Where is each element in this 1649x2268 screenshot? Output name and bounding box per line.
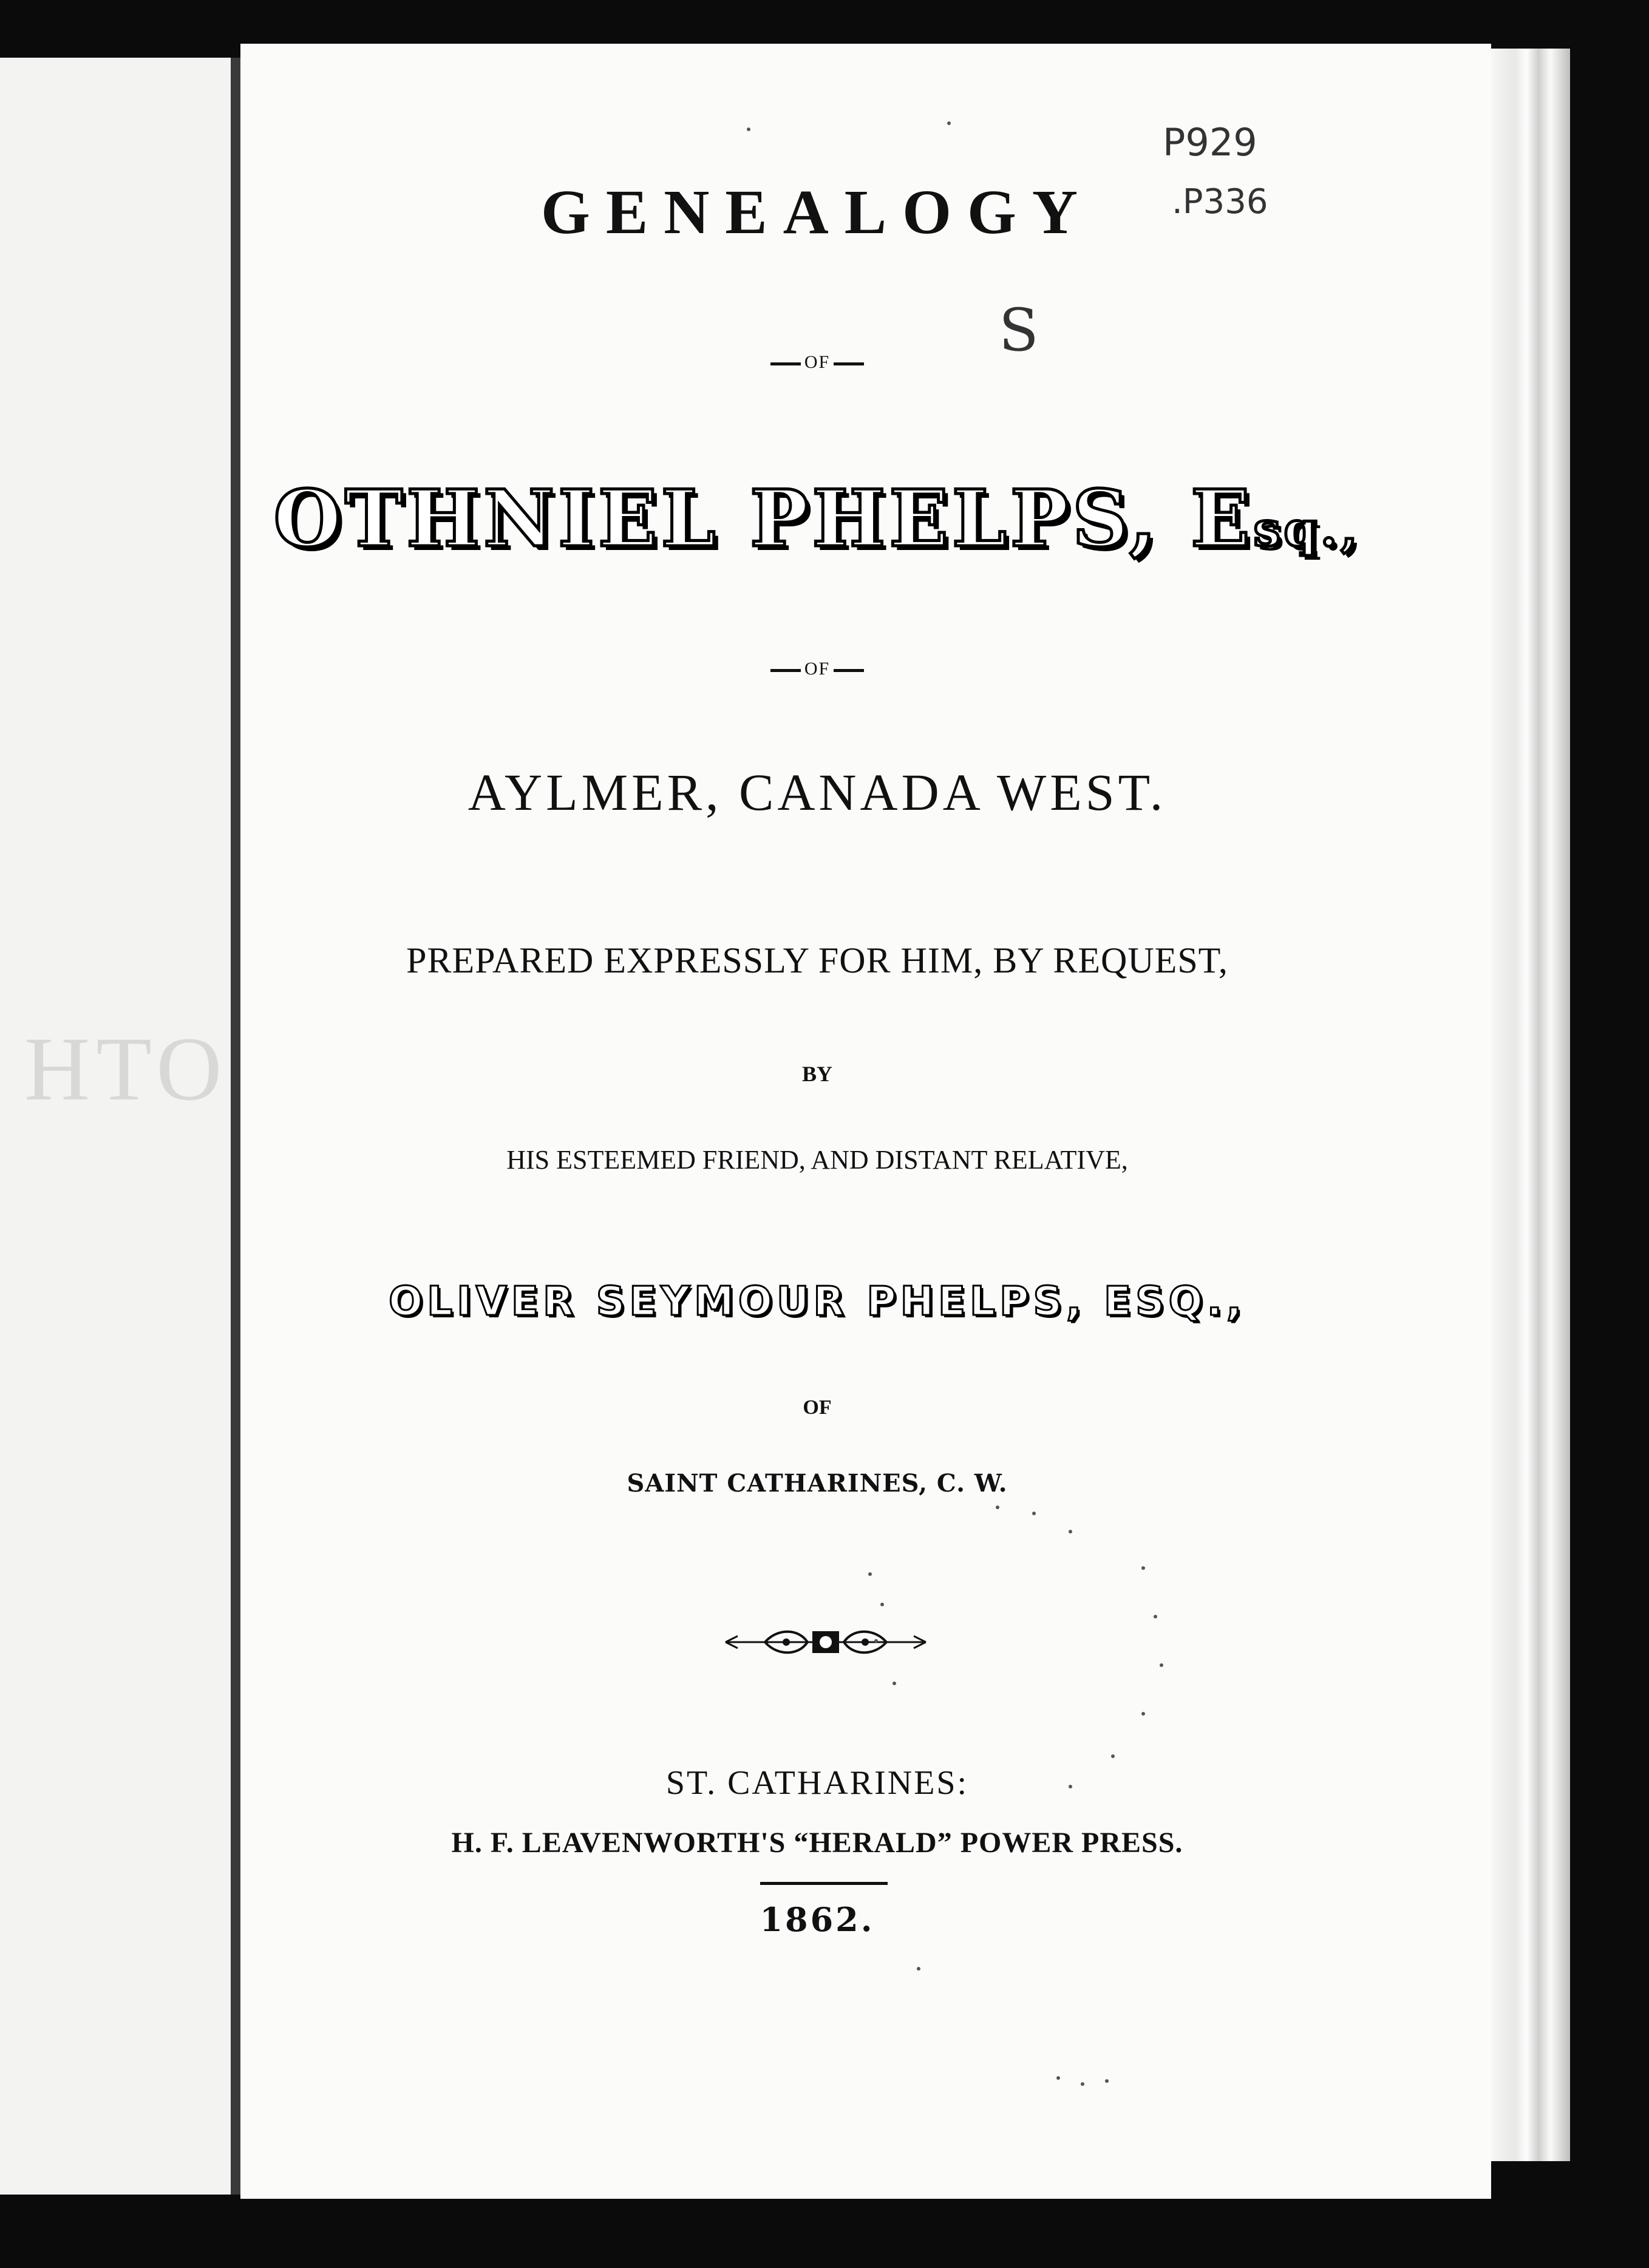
handwritten-call-number-1: P929 — [1163, 120, 1257, 165]
separator-of-1-text: OF — [804, 352, 831, 372]
imprint-city: ST. CATHARINES: — [665, 1764, 969, 1802]
of-line-3: OF — [803, 1396, 832, 1419]
subject-place: AYLMER, CANADA WEST. — [467, 763, 1167, 821]
bleed-through-text: HTO — [24, 1019, 228, 1119]
year-rule — [760, 1882, 888, 1885]
author-name: OLIVER SEYMOUR PHELPS, ESQ., — [389, 1278, 1246, 1325]
subject-name-main: OTHNIEL PHELPS, E — [273, 474, 1254, 565]
by-line: BY — [801, 1062, 832, 1086]
page-edge — [1491, 49, 1570, 2161]
author-place: SAINT CATHARINES, C. W. — [627, 1469, 1008, 1498]
imprint-year: 1862. — [760, 1900, 875, 1939]
handwritten-call-number-2: .P336 — [1172, 182, 1268, 222]
imprint-press: H. F. LEAVENWORTH'S “HERALD” POWER PRESS. — [451, 1827, 1183, 1859]
subject-name — [240, 474, 1394, 565]
prepared-line: PREPARED EXPRESSLY FOR HIM, BY REQUEST, — [406, 940, 1228, 980]
left-page-bleedthrough — [0, 58, 240, 2195]
relation-line: HIS ESTEEMED FRIEND, AND DISTANT RELATIVE, — [506, 1145, 1128, 1175]
separator-of-2-text: OF — [804, 659, 831, 679]
separator-of-2 — [240, 659, 1394, 679]
subject-name-suffix: sq., — [1253, 502, 1361, 557]
printers-ornament-icon — [722, 1621, 929, 1663]
handwritten-letter: S — [999, 296, 1039, 364]
title-genealogy: GENEALOGY — [540, 177, 1094, 247]
separator-of-1 — [240, 352, 1394, 373]
